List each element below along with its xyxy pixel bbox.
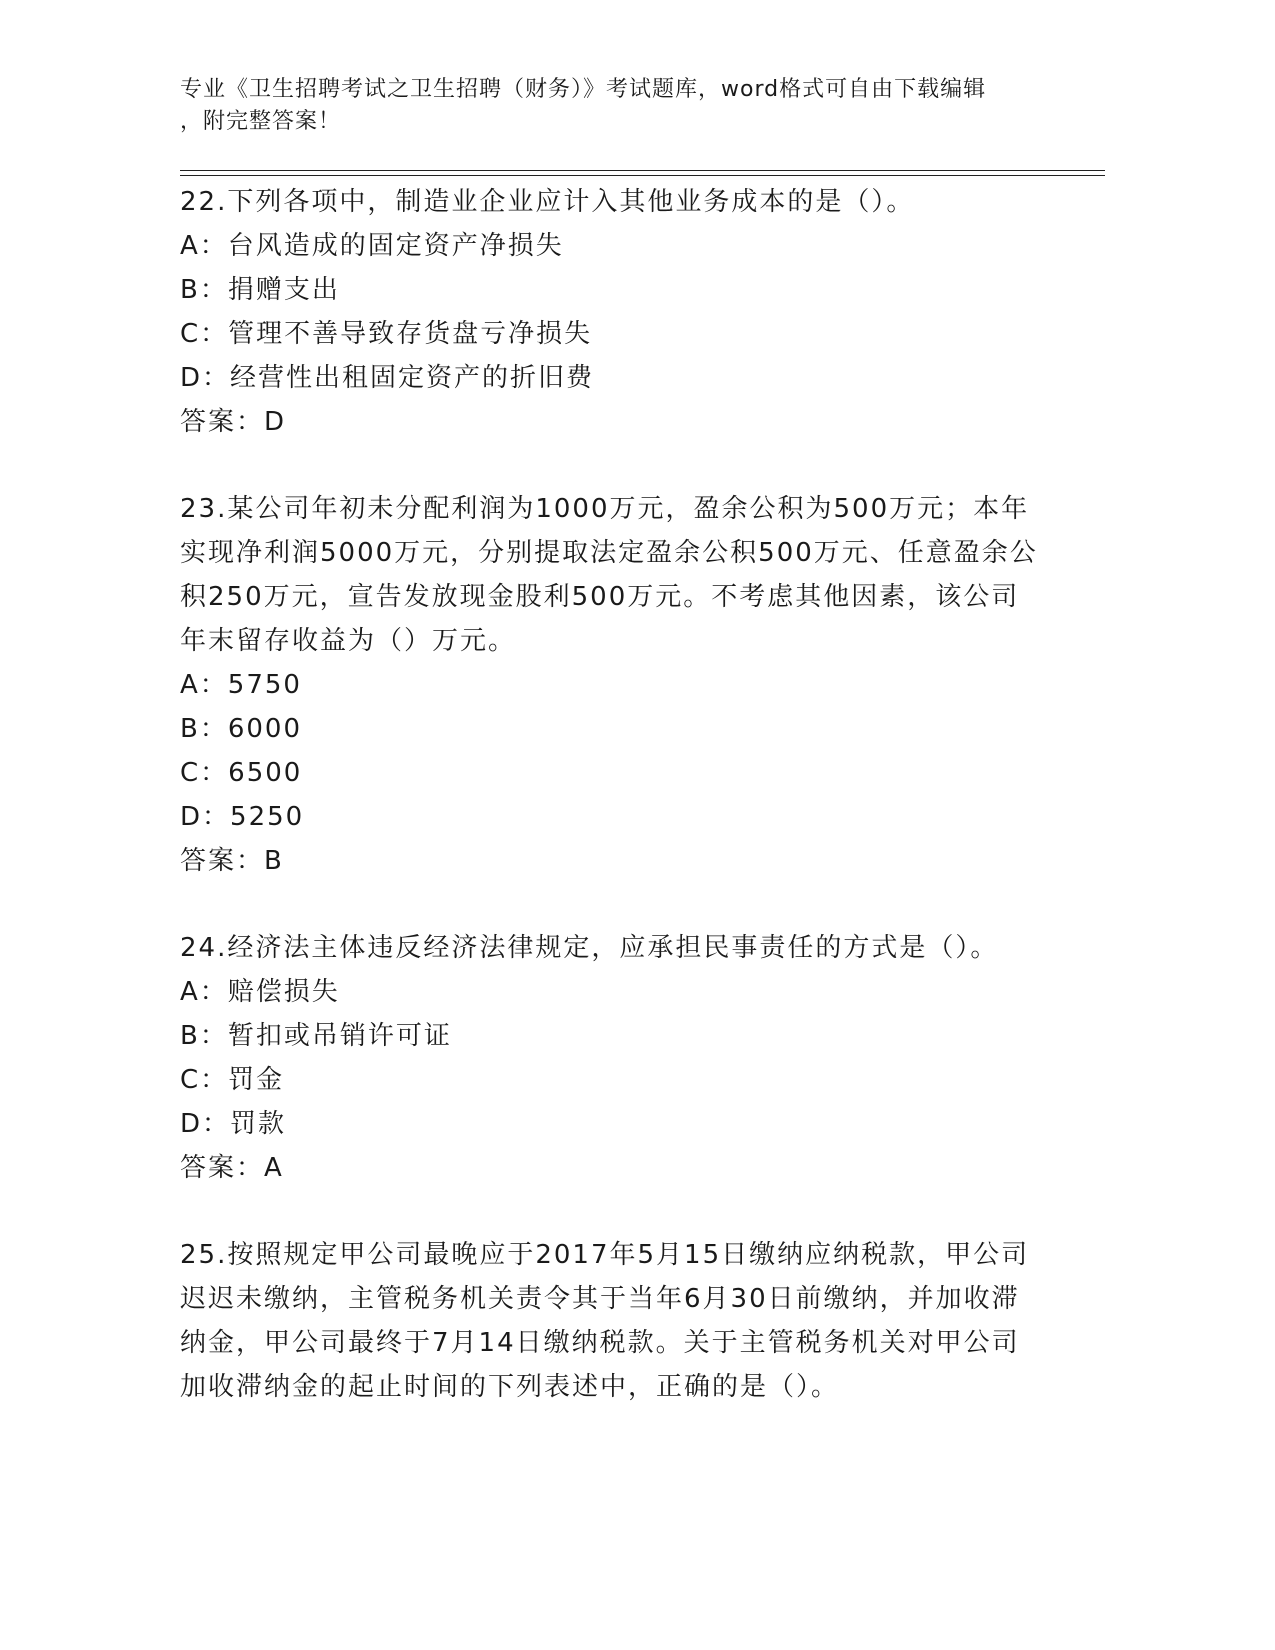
question-stem: 23.某公司年初未分配利润为1000万元，盈余公积为500万元；本年实现净利润5000万元，分别提取法定盈余公积500万元、任意盈余公积250万元，宣告发放现金股利500万元。不考虑其他因素，该公司年末留存收益为（）万元。 <box>180 494 1038 656</box>
option-c: C：罚金 <box>180 1065 285 1095</box>
header-divider-top <box>180 170 1105 171</box>
question-22 <box>180 180 1040 444</box>
question-spacer <box>180 1190 1040 1233</box>
header-note-line-1: 专业《卫生招聘考试之卫生招聘（财务）》考试题库，word格式可自由下载编辑 <box>180 77 987 102</box>
option-d: D：经营性出租固定资产的折旧费 <box>180 363 595 393</box>
answer-label: 答案：A <box>180 1153 284 1183</box>
question-23 <box>180 487 1040 883</box>
question-24 <box>180 926 1040 1190</box>
option-d: D：5250 <box>180 802 305 832</box>
answer-label: 答案：D <box>180 407 287 437</box>
option-b: B：6000 <box>180 714 303 744</box>
option-a: A：赔偿损失 <box>180 977 340 1007</box>
header-note <box>180 74 1040 138</box>
question-25 <box>180 1233 1040 1409</box>
question-spacer <box>180 444 1040 487</box>
header-divider-bottom <box>180 175 1105 176</box>
question-stem: 24.经济法主体违反经济法律规定，应承担民事责任的方式是（）。 <box>180 933 999 963</box>
question-stem: 25.按照规定甲公司最晚应于2017年5月15日缴纳应纳税款，甲公司迟迟未缴纳，主管税务机关责令其于当年6月30日前缴纳，并加收滞纳金，甲公司最终于7月14日缴纳税款。关于主管税务机关对甲公司加收滞纳金的起止时间的下列表述中，正确的是（）。 <box>180 1240 1030 1402</box>
question-spacer <box>180 883 1040 926</box>
option-d: D：罚款 <box>180 1109 287 1139</box>
option-a: A：台风造成的固定资产净损失 <box>180 231 564 261</box>
option-a: A：5750 <box>180 670 302 700</box>
question-stem: 22.下列各项中，制造业企业应计入其他业务成本的是（）。 <box>180 187 915 217</box>
answer-label: 答案：B <box>180 846 284 876</box>
option-b: B：暂扣或吊销许可证 <box>180 1021 452 1051</box>
option-c: C：管理不善导致存货盘亏净损失 <box>180 319 593 349</box>
option-b: B：捐赠支出 <box>180 275 340 305</box>
header-note-line-2: ，附完整答案！ <box>180 109 342 134</box>
question-list <box>180 180 1040 1409</box>
option-c: C：6500 <box>180 758 303 788</box>
